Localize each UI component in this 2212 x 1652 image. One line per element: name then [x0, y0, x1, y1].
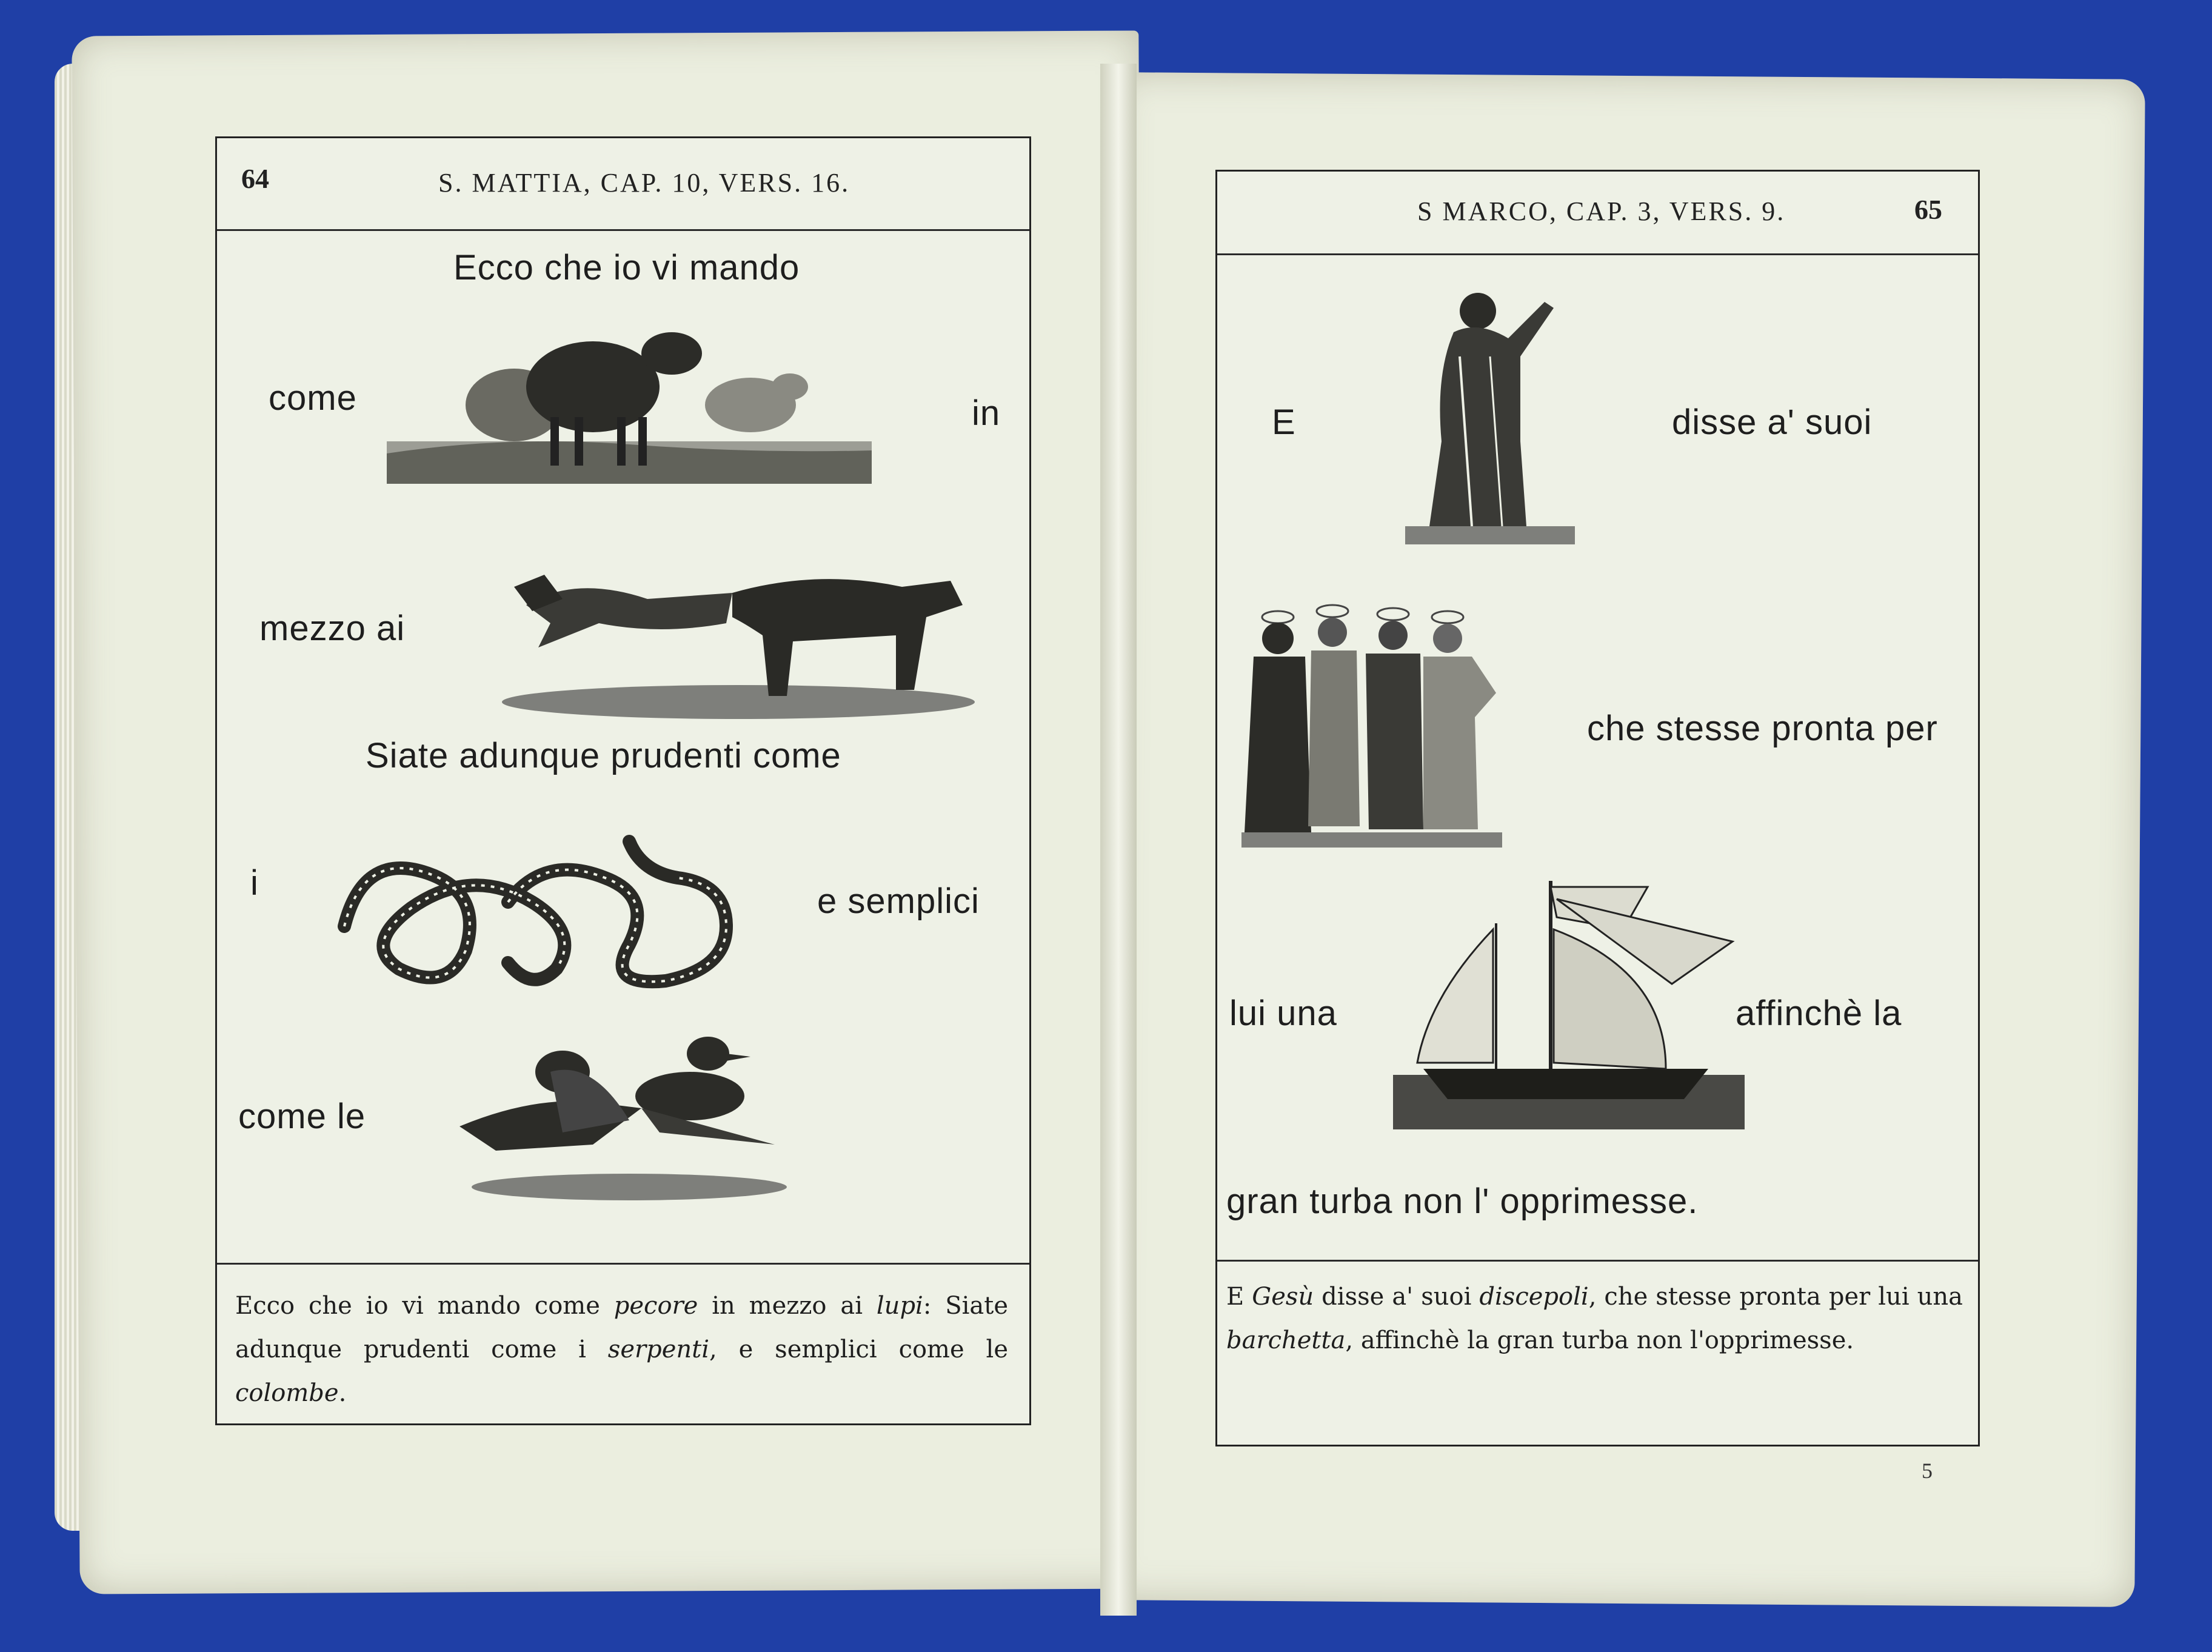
- right-page-frame: [1215, 170, 1980, 1446]
- header-rule: [1217, 253, 1978, 255]
- text-line: lui una: [1229, 994, 1337, 1033]
- note-italic: pecore: [613, 1292, 698, 1320]
- book-gutter: [1100, 64, 1137, 1616]
- text-line: gran turba non l' opprimesse.: [1226, 1182, 1699, 1221]
- disciples-engraving: [1241, 596, 1532, 851]
- note-italic: lupi: [876, 1292, 923, 1320]
- wolves-engraving: [502, 550, 975, 720]
- note-text: .: [338, 1379, 347, 1407]
- note-italic: Gesù: [1252, 1283, 1314, 1311]
- note-rule: [1217, 1260, 1978, 1262]
- note-italic: colombe: [235, 1379, 339, 1407]
- note-italic: serpenti: [607, 1336, 710, 1363]
- note-text: , che stesse pronta per lui una: [1588, 1283, 1963, 1311]
- text-line: mezzo ai: [259, 609, 406, 648]
- header-rule: [217, 229, 1029, 231]
- note-rule: [217, 1263, 1029, 1265]
- note-text: Ecco che io vi mando come: [235, 1292, 614, 1320]
- text-line: E: [1272, 403, 1296, 442]
- left-page-frame: [215, 136, 1031, 1425]
- right-page-number: 65: [1914, 194, 1942, 225]
- text-line: come le: [238, 1097, 366, 1136]
- note-italic: barchetta: [1226, 1326, 1346, 1354]
- signature-mark: 5: [1922, 1459, 1933, 1483]
- snakes-engraving: [326, 829, 775, 999]
- note-text: in mezzo ai: [698, 1292, 877, 1320]
- sailboat-engraving: [1393, 875, 1745, 1135]
- doves-engraving: [459, 1023, 799, 1205]
- note-text: disse a' suoi: [1314, 1283, 1480, 1311]
- text-line: in: [972, 393, 1001, 433]
- note-text: , affinchè la gran turba non l'opprimesse.: [1345, 1326, 1854, 1354]
- sheep-engraving: [387, 314, 872, 502]
- text-line: Siate adunque prudenti come: [366, 736, 841, 775]
- note-text: E: [1226, 1283, 1252, 1311]
- left-page-number: 64: [241, 163, 269, 194]
- text-line: Ecco che io vi mando: [453, 248, 800, 287]
- note-text: , e semplici come le: [709, 1336, 1008, 1363]
- text-line: come: [269, 378, 357, 418]
- text-line: disse a' suoi: [1672, 403, 1873, 442]
- right-footnote: [1226, 1275, 1963, 1362]
- text-line: i: [250, 863, 259, 903]
- left-running-header: S. MATTIA, CAP. 10, VERS. 16.: [438, 168, 850, 198]
- left-footnote: [235, 1284, 1008, 1415]
- note-text: : Siate adunque prudenti come i: [235, 1292, 1008, 1363]
- text-line: che stesse pronta per: [1587, 709, 1938, 748]
- note-italic: discepoli: [1479, 1283, 1589, 1311]
- text-line: affinchè la: [1736, 994, 1902, 1033]
- jesus-engraving: [1405, 284, 1575, 550]
- right-running-header: S MARCO, CAP. 3, VERS. 9.: [1417, 196, 1786, 226]
- text-line: e semplici: [817, 881, 980, 921]
